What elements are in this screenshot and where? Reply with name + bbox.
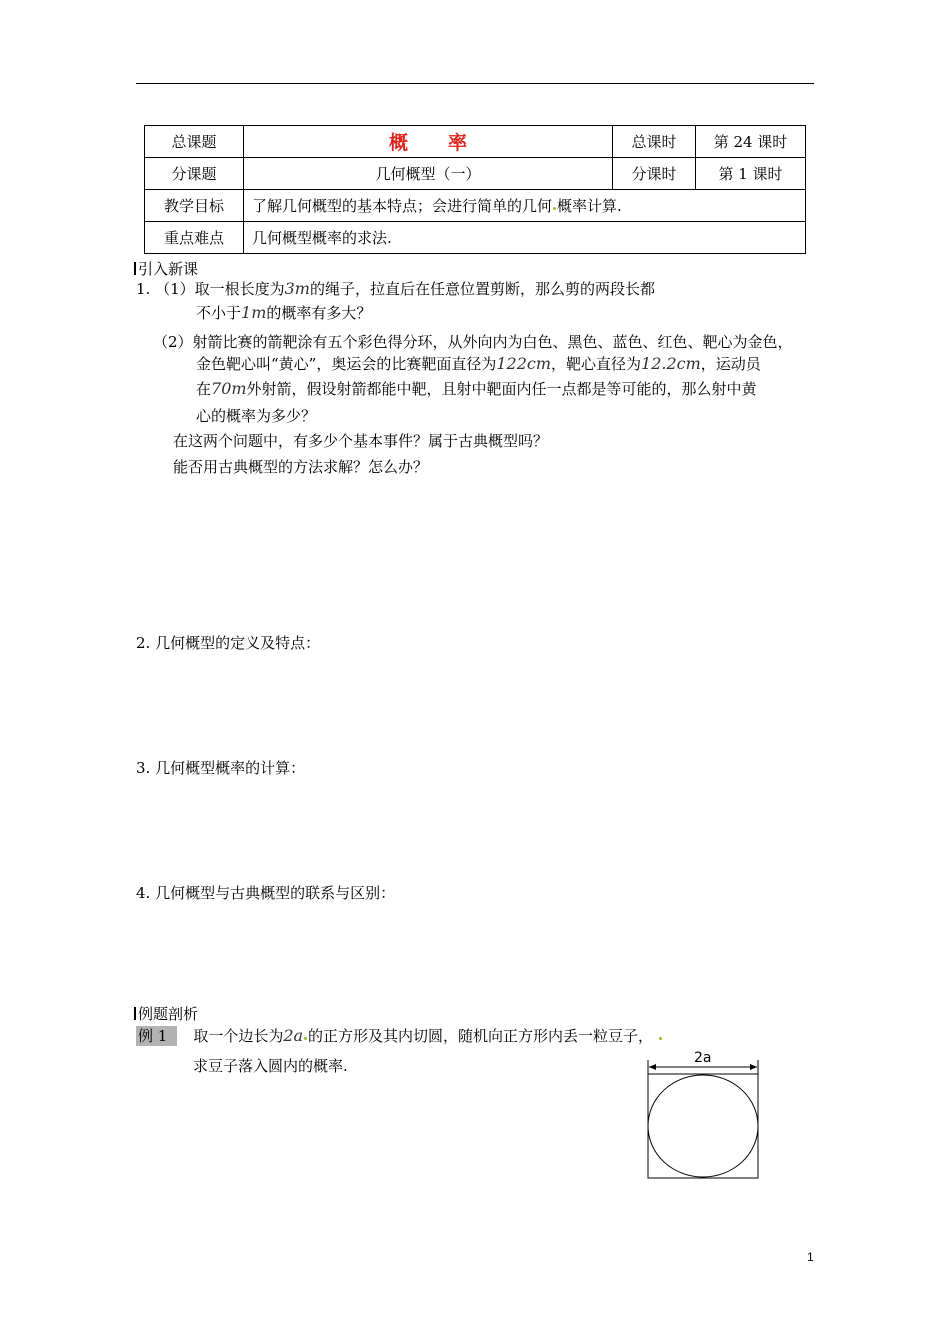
cell-label-key-points: 重点难点 — [145, 222, 244, 254]
cell-label-sub-hours: 分课时 — [613, 158, 696, 190]
lesson-header-table — [144, 125, 806, 254]
question-2-line-4: 心的概率为多少？ — [196, 407, 317, 425]
cell-sub-topic: 几何概型（一） — [244, 158, 613, 190]
objectives-text-b: 概率计算. — [557, 197, 622, 215]
question-1-line-2: 不小于1m的概率有多大？ — [196, 303, 372, 322]
item-4: 4. 几何概型与古典概型的联系与区别： — [136, 884, 396, 902]
cell-total-hours: 第 24 课时 — [696, 126, 806, 158]
figure-dimension-label: 2a — [694, 1050, 712, 1066]
cell-objectives — [244, 190, 806, 222]
green-dot — [304, 1037, 307, 1040]
note-2: 能否用古典概型的方法求解？怎么办？ — [173, 458, 429, 476]
question-2-line-1: （2）射箭比赛的箭靶涂有五个彩色得分环，从外向内为白色、黑色、蓝色、红色、靶心为金色， — [153, 333, 793, 351]
example-1-line-1: 例 1 取一个边长为2a 的正方形及其内切圆，随机向正方形内丢一粒豆子， — [136, 1025, 663, 1046]
cell-label-objectives: 教学目标 — [145, 190, 244, 222]
question-1-line-1: 1. （1）取一根长度为3m的绳子，拉直后在任意位置剪断，那么剪的两段长都 — [136, 279, 655, 298]
top-rule — [136, 83, 814, 84]
cell-label-total-topic: 总课题 — [145, 126, 244, 158]
cell-lesson-title — [244, 126, 613, 158]
inscribed-circle — [648, 1075, 758, 1177]
example-1-line-2: 求豆子落入圆内的概率. — [193, 1057, 348, 1075]
question-2-line-2: 金色靶心叫“黄心”，奥运会的比赛靶面直径为122cm，靶心直径为12.2cm，运动员 — [196, 354, 761, 373]
green-dot — [553, 207, 556, 210]
example-label: 例 1 — [136, 1026, 177, 1046]
green-dot — [659, 1037, 662, 1040]
page-number: 1 — [807, 1250, 814, 1264]
cell-label-total-hours: 总课时 — [613, 126, 696, 158]
lesson-title: 概率 — [388, 132, 507, 154]
note-1: 在这两个问题中，有多少个基本事件？属于古典概型吗？ — [173, 432, 549, 450]
section-heading-examples: 例题剖析 — [134, 1003, 198, 1024]
item-3: 3. 几何概型概率的计算： — [136, 759, 306, 777]
objectives-text-a: 了解几何概型的基本特点；会进行简单的几何 — [252, 197, 553, 215]
cell-key-points: 几何概型概率的求法. — [244, 222, 806, 254]
item-2: 2. 几何概型的定义及特点： — [136, 634, 321, 652]
section-marker — [134, 262, 136, 275]
section-heading-intro: 引入新课 — [134, 258, 198, 279]
question-2-line-3: 在70m外射箭，假设射箭都能中靶，且射中靶面内任一点都是等可能的，那么射中黄 — [196, 379, 757, 398]
cell-sub-hours: 第 1 课时 — [696, 158, 806, 190]
square-inscribed-circle-figure — [638, 1046, 768, 1184]
cell-label-sub-topic: 分课题 — [145, 158, 244, 190]
section-marker — [134, 1007, 136, 1020]
